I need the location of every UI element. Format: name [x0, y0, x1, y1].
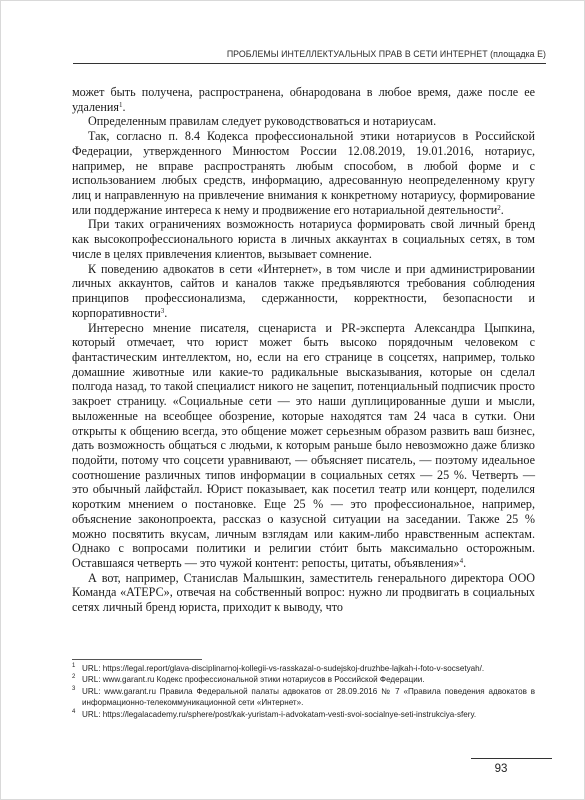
footnote [72, 674, 535, 685]
paragraph: Так, согласно п. 8.4 Кодекса профессиональной этики нотариусов в Российской Федерации, утвержденного Минюстом России 12.08.2019, 19.01.2016, нотариус, например, не вправе распространять любым способом, в любой форме и с использованием любых средств, информацию, адресованную неопределенному кругу лиц и направленную на привлечение внимания к конкретному нотариусу, формирование или поддержание интереса к нему и продвижение его нотариальной деятельности$^2$. [72, 129, 535, 217]
footnote-ref[interactable]: 1 [119, 100, 123, 109]
footnote-ref[interactable]: 4 [459, 557, 464, 565]
footnotes [72, 663, 535, 720]
footnote-text: URL: www.garant.ru Кодекс профессиональной этики нотариусов в Российской Федерации. [82, 675, 425, 685]
footnote-text: URL: https://legal.report/glava-disciplinarnoj-kollegii-vs-rasskazal-o-sudejskoj-druzhbe-lajkah-i-foto-v-socsetyah/. [82, 664, 485, 673]
paragraph: Определенным правилам следует руководствоваться и нотариусам. [88, 114, 437, 129]
footnote-number: 1 [72, 663, 76, 669]
footnote-number: 2 [72, 674, 76, 681]
paragraph: При таких ограничениях возможность нотариуса формировать свой личный бренд как высокопрофессионального юриста в личных аккаунтах в социальных сетях, в том числе в целях привлечения клиентов, вызывает сомнение. [72, 217, 535, 261]
footnote [72, 663, 535, 674]
footnote-text: URL: www.garant.ru Правила Федеральной палаты адвокатов от 28.09.2016 № 7 «Правила поведения адвокатов в информационно-телекоммуникационной сети «Интернет». [82, 686, 535, 708]
running-header: ПРОБЛЕМЫ ИНТЕЛЛЕКТУАЛЬНЫХ ПРАВ В СЕТИ ИНТЕРНЕТ (площадка Е) [226, 49, 546, 59]
footnote [72, 709, 535, 720]
page-number-rule [471, 758, 552, 759]
header-rule [73, 63, 546, 64]
paragraph: К поведению адвокатов в сети «Интернет», в том числе и при администрировании личных аккаунтов, сайтов и каналов также предъявляются требования соблюдения принципов профессионализма, сдержанности, корректности, безопасности и корпоративности$^3$. [72, 261, 535, 320]
footnote-ref[interactable]: 3 [160, 306, 165, 315]
body-text [72, 85, 535, 615]
footnote-rule [72, 659, 202, 660]
paragraph: А вот, например, Станислав Малышкин, заместитель генерального директора ООО Команда «АТЕРС», отвечая на собственный вопрос: нужно ли продвигать в социальных сетях личный бренд юриста, приходит к выводу, что [72, 570, 535, 615]
footnote-number: 3 [72, 685, 76, 692]
paragraph: Интересно мнение писателя, сценариста и PR-эксперта Александра Цыпкина, который отмечает, что юрист может быть высоко порядочным человеком с фантастическим интеллектом, но, если на его странице в соцсетях, например, только домашние животные или какие-то радикальные высказывания, которые он сделал полгода назад, то такой специалист никого не зацепит, потенциальный подписчик просто закроет страницу. «Социальные сети — это наши дуплицированные души и мысли, выложенные на всеобщее обозрение, которые находятся там 24 часа в сутки. Они открыты к общению всегда, это общение может серьезным образом развить ваш бизнес, дать возможность общаться с людьми, к которым раньше было невозможно даже близко подойти, потому что соцсети уравнивают, — объясняет писатель, — поэтому идеальное соотношение различных типов информации в социальных сетях — 25 %. Четверть — это обычный лайфстайл. Юрист показывает, как посетил театр или концерт, поделился коротким мнением о постановке. Еще 25 % — это профессиональное, например, объяснение законопроекта, рассказ о казусной ситуации на заседании. Также 25 % можно посвятить вкусам, личным взглядам или каким-либо нравственным аспектам. Однако с вопросами политики и религии стóит быть максимально осторожным. Оставшаяся четверть — это чужой контент: репосты, цитаты, объявления»$^4$. [72, 320, 535, 570]
footnote [72, 686, 535, 709]
paragraph-continuation: может быть получена, распространена, обнародована в любое время, даже после ее удаления$^1$. [72, 85, 535, 114]
footnote-text: URL: https://legalacademy.ru/sphere/post/kak-yuristam-i-advokatam-vesti-svoi-socialnye-seti-instrukciya-sfery. [82, 709, 477, 719]
page-number: 93 [494, 763, 508, 775]
footnote-number: 4 [72, 708, 76, 715]
footnote-ref[interactable]: 2 [497, 203, 501, 212]
